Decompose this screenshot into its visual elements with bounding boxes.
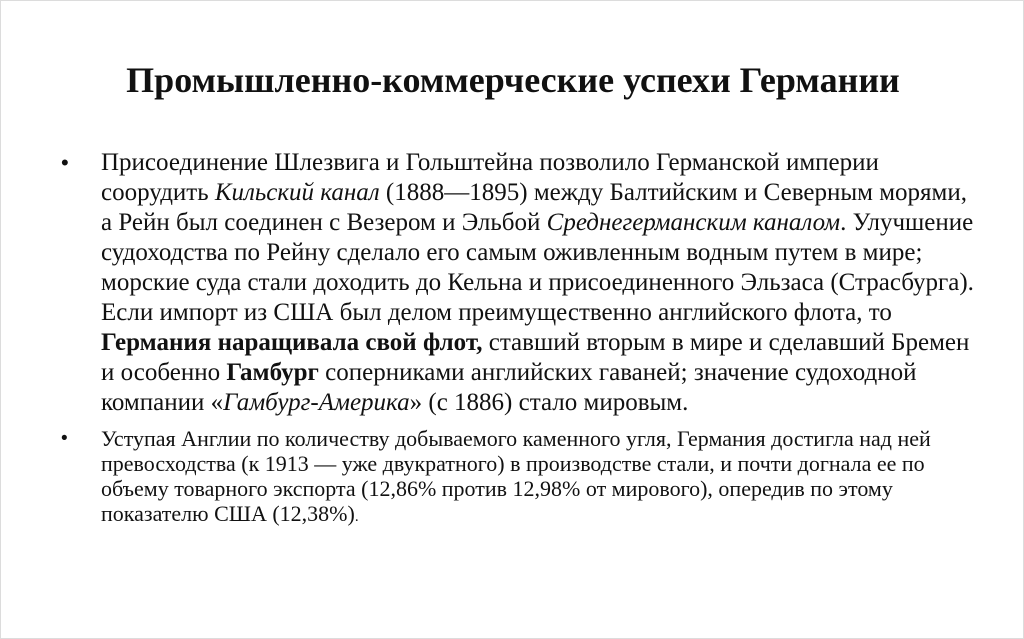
bullet-text: Уступая Англии по количеству добываемого каменного угля, Германия достигла над ней превосходства (к 1913 — уже двукратного) в производстве стали, и почти догнала ее по объему товарного экспорта (12,86% против 12,98% от мирового), опередив по этому показателю США (12,38%)	[101, 426, 931, 526]
bullet-text: . Улучшение судоходства по Рейну сделало его самым оживленным водным путем в мире; морские суда стали доходить до Кельна и присоединенного Эльзаса (Страсбурга). Если импорт из США был делом преимущественно английского флота, то	[101, 209, 974, 326]
bullet-item-steel-export	[61, 426, 981, 530]
bullet-dot-icon: •	[61, 428, 68, 449]
bullet-item-kiel-canal	[61, 148, 981, 418]
bullet-list	[61, 148, 981, 530]
slide-title: Промышленно-коммерческие успехи Германии	[126, 60, 900, 100]
bullet-text: соперниками английских гаваней; значение судоходной компании «	[101, 359, 917, 416]
fleet-emphasis: Германия наращивала свой флот,	[101, 329, 483, 356]
hapag-company-term: Гамбург-Америка	[223, 389, 410, 416]
bullet-text: » (с 1886) стало мировым.	[409, 389, 689, 416]
kiel-canal-term: Кильский канал	[214, 179, 380, 206]
bullet-dot-icon: •	[61, 150, 69, 175]
bullet-text: Присоединение Шлезвига и Гольштейна позволило Германской империи соорудить	[101, 149, 879, 206]
hamburg-emphasis: Гамбург	[226, 359, 319, 386]
bullet-end-dot: .	[354, 509, 359, 525]
mid-german-canal-term: Среднегерманским каналом	[546, 209, 841, 236]
bullet-text: (1888—1895) между Балтийским и Северным морями, а Рейн был соединен с Везером и Эльбой	[101, 179, 967, 236]
bullet-text: ставший вторым в мире и сделавший Бремен и особенно	[101, 329, 970, 386]
